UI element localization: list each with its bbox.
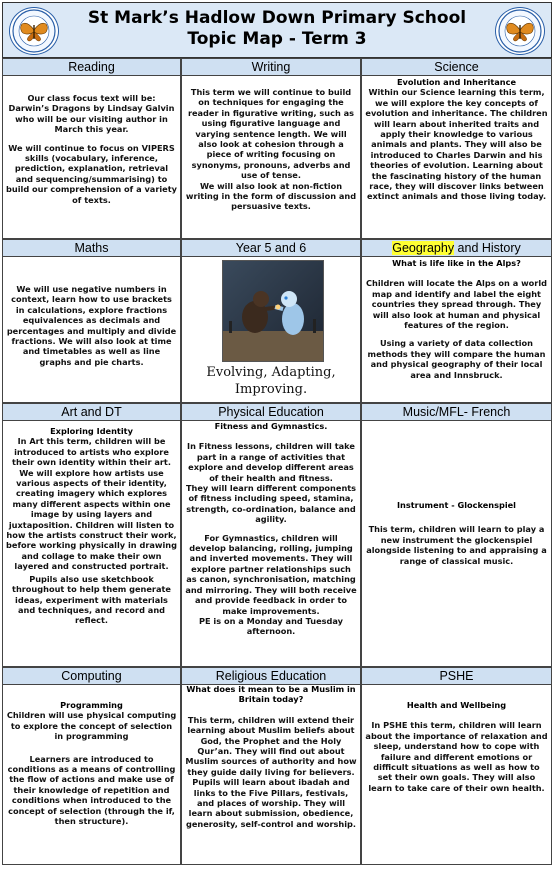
re-body [185,684,357,837]
maths-cell [2,239,181,403]
header-banner [2,2,552,58]
geography-subtitle: What is life like in the Alps? [392,258,521,268]
school-logo-left [9,7,59,55]
pe-text-3: For Gymnastics, children will develop balancing, rolling, jumping and inverted movements. They will explore partner relationships such as canon, synchronisation, matching and mirroring. They will both receive and provide feedback in order to make improvements. [185,532,357,616]
computing-subtitle: Programming [60,700,123,710]
art-dt-heading: Art and DT [3,404,180,421]
pe-subtitle: Fitness and Gymnastics. [214,421,328,431]
music-text-1: This term, children will learn to play a new instrument the glockenspiel alongside listening to and appraising a range of classical music. [366,524,547,566]
writing-text-1: This term we will continue to build on techniques for engaging the reader in figurative writing, such as using figurative language and varying sentence length. We will also look at cohesion through a piece of writing focusing on synonyms, pronouns, adverbs and use of tense. [187,87,355,181]
computing-text-1: Children will use physical computing to explore the concept of selection in programming [6,710,177,742]
art-text-2: Pupils also use sketchbook throughout to help them generate ideas, experiment with materials and techniques, and record and reflect. [12,573,171,626]
science-heading: Science [362,59,551,76]
school-motto [182,364,360,398]
reading-text-2: We will continue to focus on VIPERS skills (vocabulary, inference, prediction, explanation, retrieval and sequencing/summarising) to build our comprehension of a variety of texts. [6,142,177,205]
art-text-1: In Art this term, children will be introduced to artists who explore their own identity within their art. We will explore how artists use various aspects of their identity, creating imagery which explores many different aspects within one image by using layers and juxtaposition. Children will listen to how the artists construct their work, before working physically in drawing and collage to make their own layered and constructed portrait. [6,436,177,572]
butterfly-icon [496,8,544,54]
year-group-heading: Year 5 and 6 [182,240,360,257]
re-text-1: This term, children will extend their learning about Muslim beliefs about God, the Prophet and the Holy Qur’an. They will find out about Muslim sources of authority and how they guide daily living for believers. Pupils will learn about ibadah and links to the Five Pillars, festivals, and places of worship. They will learn about submission, obedience, generosity, self-control and worship. [185,714,357,829]
reading-heading: Reading [3,59,180,76]
science-cell [361,58,552,239]
school-logo-right [495,7,545,55]
science-body [365,77,548,210]
re-cell [181,667,361,865]
computing-text-2: Learners are introduced to conditions as a means of controlling the flow of actions and make use of their knowledge of repetition and conditions when introduced to the concept of selection (through the if, then structure). [7,753,176,827]
pshe-heading: PSHE [362,668,551,685]
writing-cell [181,58,361,239]
computing-body [6,700,177,834]
maths-heading: Maths [3,240,180,257]
history-label: and History [454,241,521,255]
art-subtitle: Exploring Identity [50,426,133,436]
motto-line-1: Evolving, Adapting, [206,365,336,380]
geography-highlight: Geography [392,241,455,255]
music-mfl-cell [361,403,552,667]
pshe-body [365,700,548,801]
pshe-cell [361,667,552,865]
year-group-cell [181,239,361,403]
writing-body [185,87,357,220]
pe-text-4: PE is on a Monday and Tuesday afternoon. [198,615,344,637]
maths-text-1: We will use negative numbers in context, learn how to use brackets in calculations, explore fractions equivalences as decimals and percentages and multiply and divide fractions. We will also look at time and timetables as well as line graphs and pie charts. [6,284,177,367]
school-name: St Mark’s Hadlow Down Primary School [87,8,467,28]
reading-text-1: Our class focus text will be: Darwin’s Dragons by Lindsay Galvin who will be our visiting author in March this year. [8,93,175,135]
re-heading: Religious Education [182,668,360,685]
art-dt-cell [2,403,181,667]
butterfly-icon [10,8,58,54]
science-text-1: Within our Science learning this term, we will explore the key concepts of evolution and inheritance. The children will learn about inherited traits and apply their knowledge to various animals and plants. They will also be introduced to Charles Darwin and his theories of evolution. Learning about the fascinating history of the human race, they will discover links between extinct animals and those living today. [365,87,548,202]
topic-map-subtitle: Topic Map - Term 3 [187,29,367,49]
geography-history-heading [362,240,551,257]
re-subtitle: What does it mean to be a Muslim in Britain today? [186,684,356,705]
evolution-illustration [222,260,324,362]
page-title [63,8,491,50]
pe-heading: Physical Education [182,404,360,421]
motto-line-2: Improving. [234,382,308,397]
geography-text-2: Using a variety of data collection methods they will compare the human and physical geography of their local area and Innsbruck. [367,338,546,380]
pe-text-2: They will learn different components of fitness including speed, stamina, strength, co-ordination, balance and agility. [185,483,357,525]
science-subtitle: Evolution and Inheritance [396,77,517,87]
music-mfl-heading: Music/MFL- French [362,404,551,421]
reading-body [6,93,177,213]
pe-cell [181,403,361,667]
geography-body [365,258,548,388]
computing-heading: Computing [3,668,180,685]
pe-text-1: In Fitness lessons, children will take part in a range of activities that explore and develop different areas of their health and fitness. [187,441,355,483]
computing-cell [2,667,181,865]
maths-body [6,284,177,375]
writing-text-2: We will also look at non-fiction writing in the form of discussion and persuasive texts. [185,180,357,212]
pshe-subtitle: Health and Wellbeing [406,700,507,710]
geography-text-1: Children will locate the Alps on a world map and identify and label the eight countries they spread through. They will also look at human and physical features of the region. [366,278,547,331]
evolution-image [223,261,323,361]
pshe-text-1: In PSHE this term, children will learn about the importance of relaxation and sleep, understand how to cope with failure and different emotions or difficult situations as well as how to set their own goals. They will also learn to take care of their own health. [365,720,548,793]
writing-heading: Writing [182,59,360,76]
geography-history-cell [361,239,552,403]
music-body [365,500,548,574]
art-body [6,426,177,634]
pe-body [185,421,357,645]
music-subtitle: Instrument - Glockenspiel [397,500,516,510]
reading-cell [2,58,181,239]
